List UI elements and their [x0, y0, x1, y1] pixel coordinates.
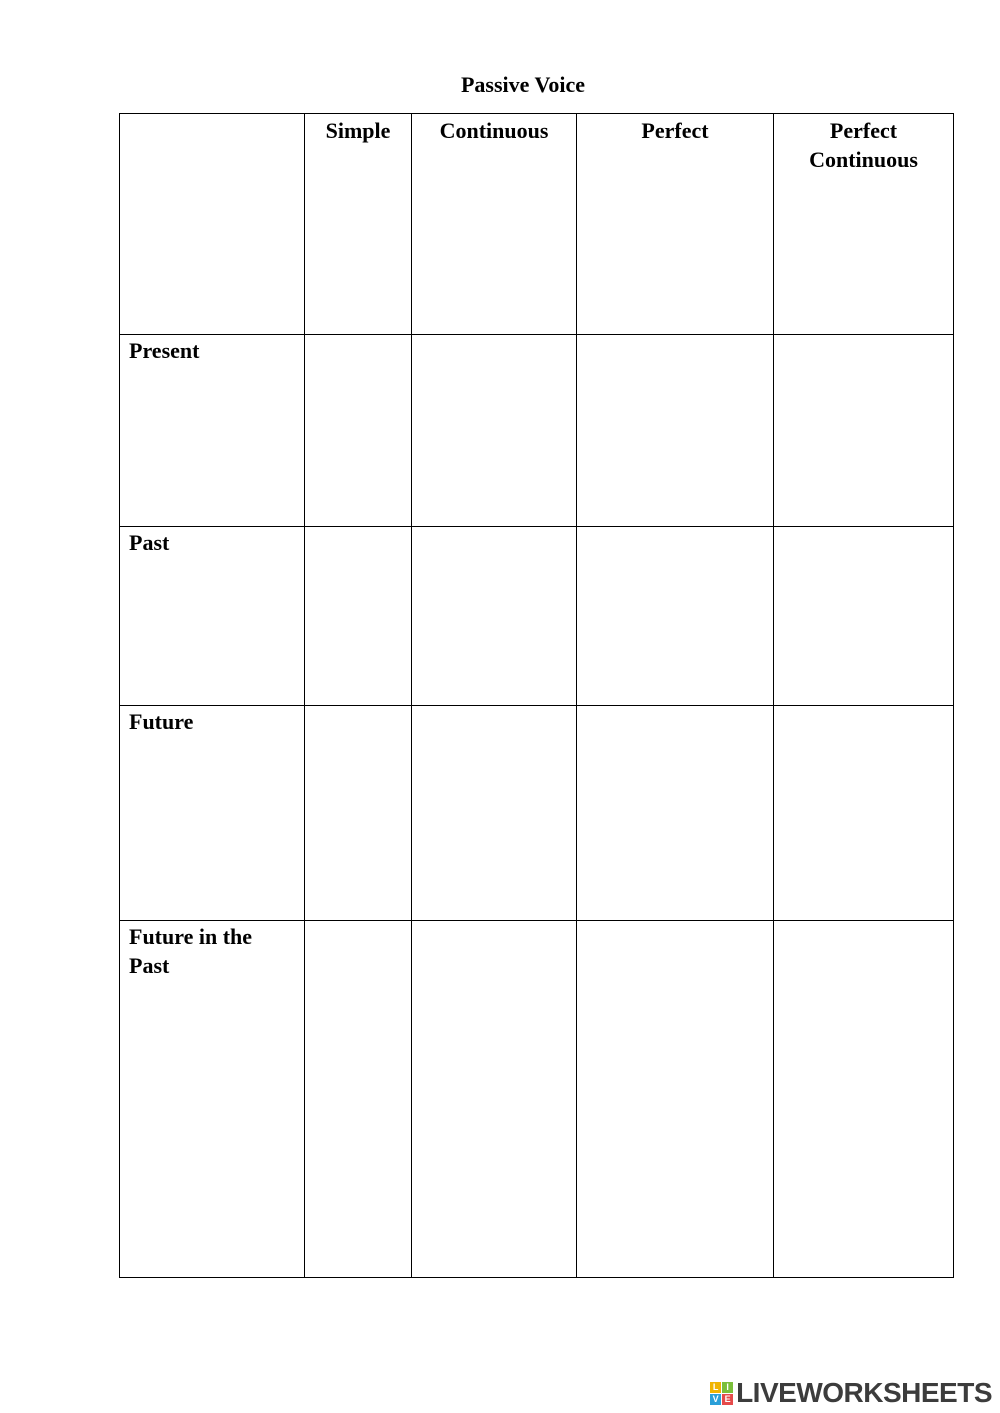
answer-cell[interactable] — [774, 921, 954, 1278]
answer-cell[interactable] — [305, 527, 412, 706]
row-label-future-in-the-past — [120, 921, 305, 1278]
row-label-future: Future — [120, 706, 305, 921]
column-header-continuous: Continuous — [412, 114, 577, 335]
column-header-perfect: Perfect — [577, 114, 774, 335]
column-header-simple: Simple — [305, 114, 412, 335]
answer-cell[interactable] — [774, 706, 954, 921]
answer-cell[interactable] — [412, 921, 577, 1278]
answer-cell[interactable] — [412, 335, 577, 527]
row-label-text: Future in the Past — [129, 924, 253, 978]
table-row — [120, 921, 954, 1278]
logo-letter-v: V — [710, 1394, 721, 1405]
corner-cell — [120, 114, 305, 335]
logo-wordmark: LIVEWORKSHEETS — [736, 1377, 992, 1408]
answer-cell[interactable] — [577, 921, 774, 1278]
answer-cell[interactable] — [412, 706, 577, 921]
table-row — [120, 335, 954, 527]
column-header-perfect-continuous: Perfect Continuous — [774, 114, 954, 335]
page-title: Passive Voice — [460, 72, 586, 97]
logo-letter-l: L — [710, 1382, 721, 1393]
liveworksheets-logo — [710, 1376, 992, 1410]
answer-cell[interactable] — [412, 527, 577, 706]
answer-cell[interactable] — [577, 527, 774, 706]
answer-cell[interactable] — [305, 335, 412, 527]
logo-letter-e: E — [722, 1394, 733, 1405]
logo-mark-icon — [710, 1382, 733, 1405]
answer-cell[interactable] — [577, 335, 774, 527]
answer-cell[interactable] — [305, 706, 412, 921]
row-label-past: Past — [120, 527, 305, 706]
answer-cell[interactable] — [774, 527, 954, 706]
table-row — [120, 527, 954, 706]
logo-letter-i: I — [722, 1382, 733, 1393]
passive-voice-table — [119, 113, 954, 1278]
answer-cell[interactable] — [577, 706, 774, 921]
answer-cell[interactable] — [305, 921, 412, 1278]
row-label-present: Present — [120, 335, 305, 527]
header-row — [120, 114, 954, 335]
answer-cell[interactable] — [774, 335, 954, 527]
table-row — [120, 706, 954, 921]
